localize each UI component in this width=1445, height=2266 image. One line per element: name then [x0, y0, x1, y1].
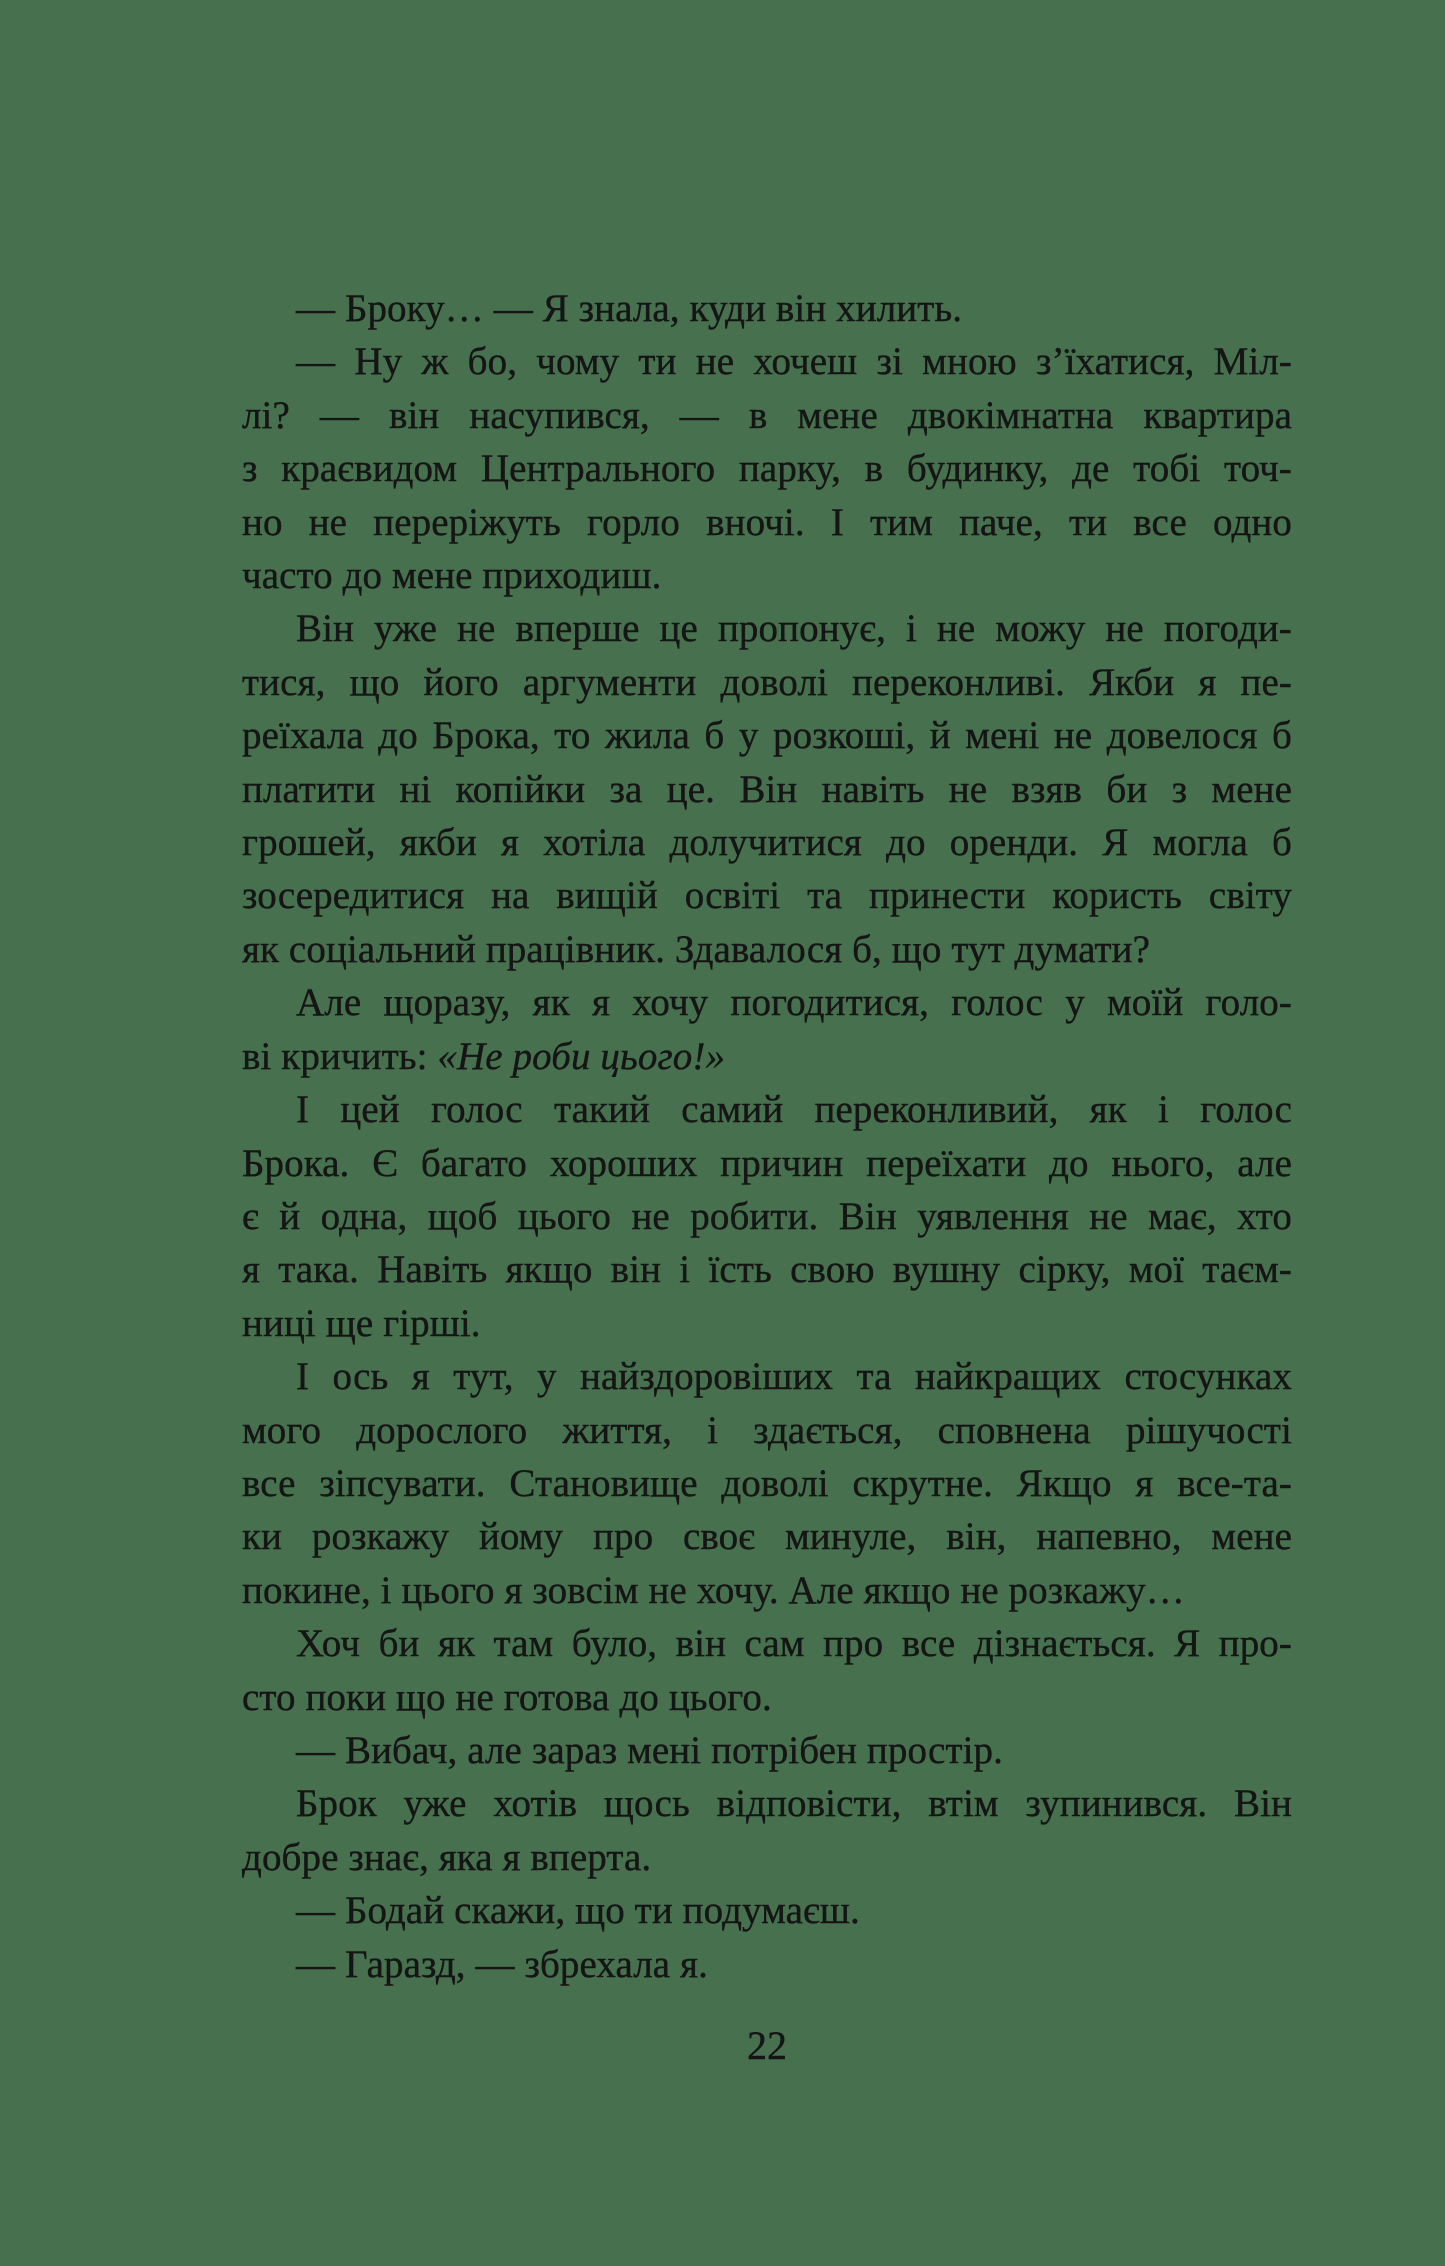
text-run: як соціальний працівник. Здавалося б, що тут думати?	[242, 927, 1151, 971]
text-line	[242, 602, 1292, 655]
text-line	[242, 1938, 1292, 1991]
text-run: І ось я тут, у найздоровіших та найкращих стосунках	[296, 1355, 1292, 1399]
text-run: — Броку… — Я знала, куди він хилить.	[296, 287, 963, 330]
text-run: Він уже не вперше це пропонує, і не можу не погоди-	[296, 607, 1292, 651]
text-line	[242, 1510, 1292, 1563]
page-number: 22	[747, 2023, 787, 2068]
text-line	[242, 282, 1292, 335]
text-line	[242, 1777, 1292, 1830]
text-run: я така. Навіть якщо він і їсть свою вушну сірку, мої таєм-	[242, 1248, 1292, 1292]
text-run: з краєвидом Центрального парку, в будинку, де тобі точ-	[242, 447, 1292, 491]
text-line	[242, 389, 1292, 442]
text-line	[242, 656, 1292, 709]
text-run: лі? — він насупився, — в мене двокімнатна квартира	[242, 393, 1292, 437]
text-run: Хоч би як там було, він сам про все дізнається. Я про-	[296, 1622, 1292, 1666]
text-line	[242, 763, 1292, 816]
text-line	[242, 442, 1292, 495]
text-run: ві кричить:	[242, 1034, 438, 1078]
text-line	[242, 1457, 1292, 1510]
text-line	[242, 816, 1292, 869]
text-line	[242, 1190, 1292, 1243]
text-line	[242, 1083, 1292, 1136]
text-run: ниці ще гірші.	[242, 1301, 481, 1345]
text-run: — Вибач, але зараз мені потрібен простір.	[296, 1728, 1003, 1772]
text-line	[242, 1404, 1292, 1457]
text-line	[242, 1884, 1292, 1937]
text-run: покине, і цього я зовсім не хочу. Але якщо не розкажу…	[242, 1568, 1185, 1612]
text-line	[242, 709, 1292, 762]
text-line	[242, 1297, 1292, 1350]
text-run: Брока. Є багато хороших причин переїхати до нього, але	[242, 1141, 1292, 1185]
text-run: є й одна, щоб цього не робити. Він уявлення не має, хто	[242, 1194, 1292, 1238]
text-line	[242, 1137, 1292, 1190]
text-line	[242, 335, 1292, 388]
text-run: часто до мене приходиш.	[242, 554, 662, 598]
text-run: мого дорослого життя, і здається, сповнена рішучості	[242, 1408, 1292, 1452]
text-run: тися, що його аргументи доволі переконливі. Якби я пе-	[242, 660, 1292, 704]
text-run: — Ну ж бо, чому ти не хочеш зі мною зʼїхатися, Міл-	[296, 340, 1292, 384]
text-run: платити ні копійки за це. Він навіть не взяв би з мене	[242, 767, 1292, 811]
text-block	[242, 282, 1292, 1991]
text-line	[242, 869, 1292, 922]
text-run: сто поки що не готова до цього.	[242, 1675, 772, 1719]
text-run: І цей голос такий самий переконливий, як і голос	[296, 1088, 1292, 1132]
text-line	[242, 1350, 1292, 1403]
text-run: все зіпсувати. Становище доволі скрутне. Якщо я все-та-	[242, 1461, 1292, 1505]
text-run: зосередитися на вищій освіті та принести користь світу	[242, 874, 1292, 918]
text-run: Але щоразу, як я хочу погодитися, голос у моїй голо-	[296, 981, 1292, 1025]
text-run: ки розкажу йому про своє минуле, він, напевно, мене	[242, 1515, 1292, 1559]
text-run: реїхала до Брока, то жила б у розкоші, й мені не довелося б	[242, 714, 1292, 758]
text-run: грошей, якби я хотіла долучитися до оренди. Я могла б	[242, 821, 1292, 865]
text-line	[242, 1724, 1292, 1777]
text-run: Брок уже хотів щось відповісти, втім зупинився. Він	[296, 1782, 1292, 1826]
text-line	[242, 1243, 1292, 1296]
text-run: добре знає, яка я вперта.	[242, 1835, 652, 1879]
text-line	[242, 923, 1292, 976]
text-run: — Бодай скажи, що ти подумаєш.	[296, 1889, 860, 1933]
text-line	[242, 976, 1292, 1029]
text-line	[242, 549, 1292, 602]
text-line	[242, 1030, 1292, 1083]
text-line	[242, 496, 1292, 549]
text-run: — Гаразд, — збрехала я.	[296, 1942, 708, 1986]
text-line	[242, 1671, 1292, 1724]
text-line	[242, 1617, 1292, 1670]
text-run: но не переріжуть горло вночі. І тим паче, ти все одно	[242, 500, 1292, 544]
text-line	[242, 1564, 1292, 1617]
text-line	[242, 1831, 1292, 1884]
italic-text-run: «Не роби цього!»	[437, 1034, 726, 1078]
